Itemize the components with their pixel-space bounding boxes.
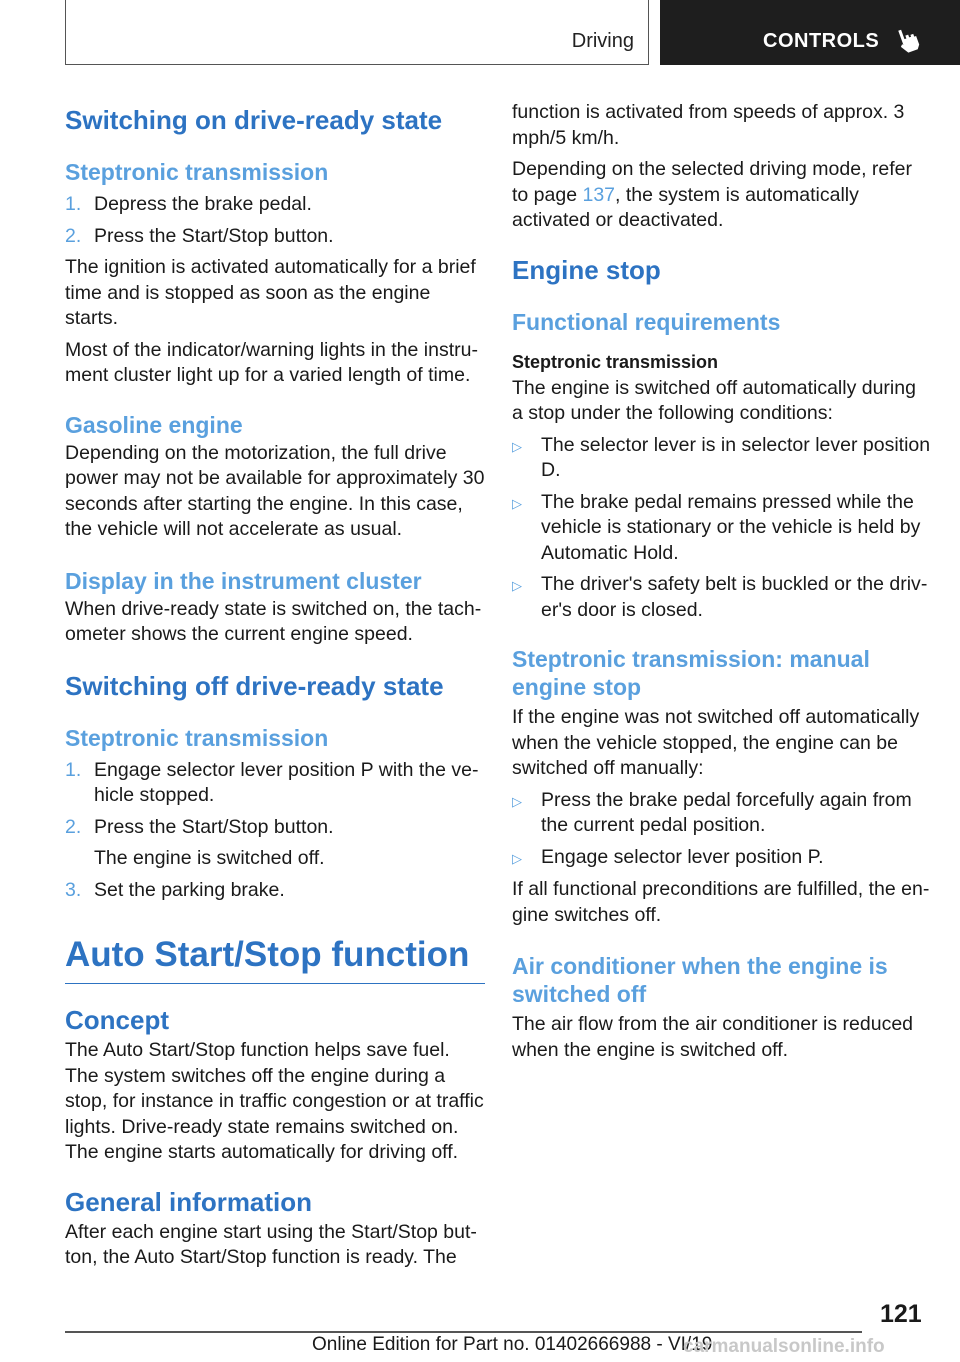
paragraph-manual: If the engine was not switched off automatically when the vehicle stopped, the engine can be switched off manually:	[512, 706, 920, 779]
driving-mode-text-a: Depending on the selected driving mode, refer to page	[512, 158, 912, 206]
heading-general-information: General information	[65, 1186, 313, 1217]
switch-off-steps	[65, 758, 485, 904]
step-number: 2.	[65, 815, 82, 838]
step-text: Set the parking brake.	[94, 878, 285, 901]
paragraph-driving-mode	[512, 157, 932, 234]
right-column	[512, 100, 932, 1063]
step-number: 3.	[65, 878, 82, 901]
header-section-box	[65, 0, 649, 65]
triangle-bullet-icon: ▷	[512, 850, 522, 866]
heading-manual-engine-stop: Steptronic transmission: manual engine stop	[512, 646, 870, 700]
paragraph-general: After each engine start using the Start/Stop button, the Auto Start/Stop function is ready. The	[65, 1220, 477, 1268]
paragraph-gasoline: Depending on the motorization, the full drive power may not be available for approximately 30 seconds after starting the engine. In this case, the vehicle will not accelerate as usual.	[65, 441, 485, 540]
condition-text: The selector lever is in selector lever position D.	[541, 433, 931, 481]
left-column	[65, 100, 485, 1271]
list-item	[512, 572, 932, 623]
manual-steps-list	[512, 788, 932, 872]
heading-gasoline: Gasoline engine	[65, 411, 243, 438]
list-item	[65, 878, 485, 904]
heading-auto-start-stop: Auto Start/Stop function	[65, 933, 485, 984]
paragraph-continuation: function is activated from speeds of approx. 3 mph/5 km/h.	[512, 101, 905, 149]
pointing-hand-icon	[896, 26, 920, 54]
paragraph-air: The air flow from the air conditioner is reduced when the engine is switched off.	[512, 1013, 914, 1061]
list-item	[512, 788, 932, 839]
header-chapter-tab[interactable]	[660, 0, 960, 65]
manual-step-text: Press the brake pedal forcefully again from the current pedal position.	[541, 788, 912, 836]
heading-engine-stop: Engine stop	[512, 254, 661, 285]
list-item	[512, 845, 932, 872]
list-item	[65, 192, 485, 218]
step-text: Depress the brake pedal.	[94, 193, 312, 215]
triangle-bullet-icon: ▷	[512, 578, 522, 593]
stop-conditions-list	[512, 433, 932, 624]
driving-mode-text-b: , the system is automatically activated or deactivated.	[512, 183, 859, 231]
heading-switching-on: Switching on drive-ready state	[65, 105, 443, 135]
triangle-bullet-icon: ▷	[512, 793, 522, 809]
heading-display: Display in the instrument cluster	[65, 567, 422, 594]
paragraph-concept: The Auto Start/Stop function helps save fuel. The system switches off the engine during a stop, for instance in traffic congestion or at traffic lights. Drive-ready state remains switched on. The engine starts automatically for driving off.	[65, 1039, 484, 1163]
triangle-bullet-icon: ▷	[512, 438, 522, 454]
list-item	[65, 758, 485, 809]
footer-edition: Online Edition for Part no. 01402666988 - VI/19	[312, 1334, 713, 1355]
paragraph-display: When drive-ready state is switched on, the tachometer shows the current engine speed.	[65, 597, 482, 645]
step-note: The engine is switched off.	[94, 847, 325, 869]
step-number: 1.	[65, 758, 82, 781]
paragraph-fulfilled: If all functional preconditions are fulfilled, the engine switches off.	[512, 878, 930, 926]
heading-concept: Concept	[65, 1005, 169, 1035]
list-item	[512, 490, 932, 567]
page-number: 121	[880, 1300, 922, 1328]
step-text: Engage selector lever position P with the vehicle stopped.	[94, 758, 479, 806]
step-number: 2.	[65, 224, 82, 247]
condition-text: The brake pedal remains pressed while the vehicle is stationary or the vehicle is held by Automatic Hold.	[541, 490, 921, 564]
header-section-title: Driving	[571, 30, 634, 52]
heading-functional-requirements: Functional requirements	[512, 308, 781, 335]
heading-switching-off: Switching off drive-ready state	[65, 670, 444, 701]
paragraph-stop-intro: The engine is switched off automatically during a stop under the following conditions:	[512, 376, 916, 424]
switch-on-steps	[65, 192, 485, 249]
paragraph-ignition: The ignition is activated automatically for a brief time and is stopped as soon as the engine starts.	[65, 256, 476, 329]
list-item	[65, 815, 485, 841]
list-item	[65, 224, 485, 250]
footer-divider	[65, 1331, 862, 1333]
list-item	[512, 433, 932, 484]
heading-steptronic-on: Steptronic transmission	[65, 159, 329, 185]
page-reference-link[interactable]: 137	[582, 183, 616, 206]
watermark: carmanualsonline.info	[683, 1336, 885, 1357]
heading-air-conditioner: Air conditioner when the engine is switched off	[512, 953, 888, 1007]
condition-text: The driver's safety belt is buckled or the driver's door is closed.	[541, 573, 928, 621]
triangle-bullet-icon: ▷	[512, 495, 522, 511]
heading-steptronic-transmission: Steptronic transmission	[512, 351, 719, 372]
step-text: Press the Start/Stop button.	[94, 815, 334, 838]
step-text: Press the Start/Stop button.	[94, 224, 334, 247]
heading-steptronic-off: Steptronic transmission	[65, 724, 329, 751]
paragraph-indicator: Most of the indicator/warning lights in the instrument cluster light up for a varied length of time.	[65, 338, 478, 386]
step-number: 1.	[65, 193, 82, 215]
header-chapter-label: CONTROLS	[763, 30, 880, 52]
manual-step-text: Engage selector lever position P.	[541, 845, 824, 868]
